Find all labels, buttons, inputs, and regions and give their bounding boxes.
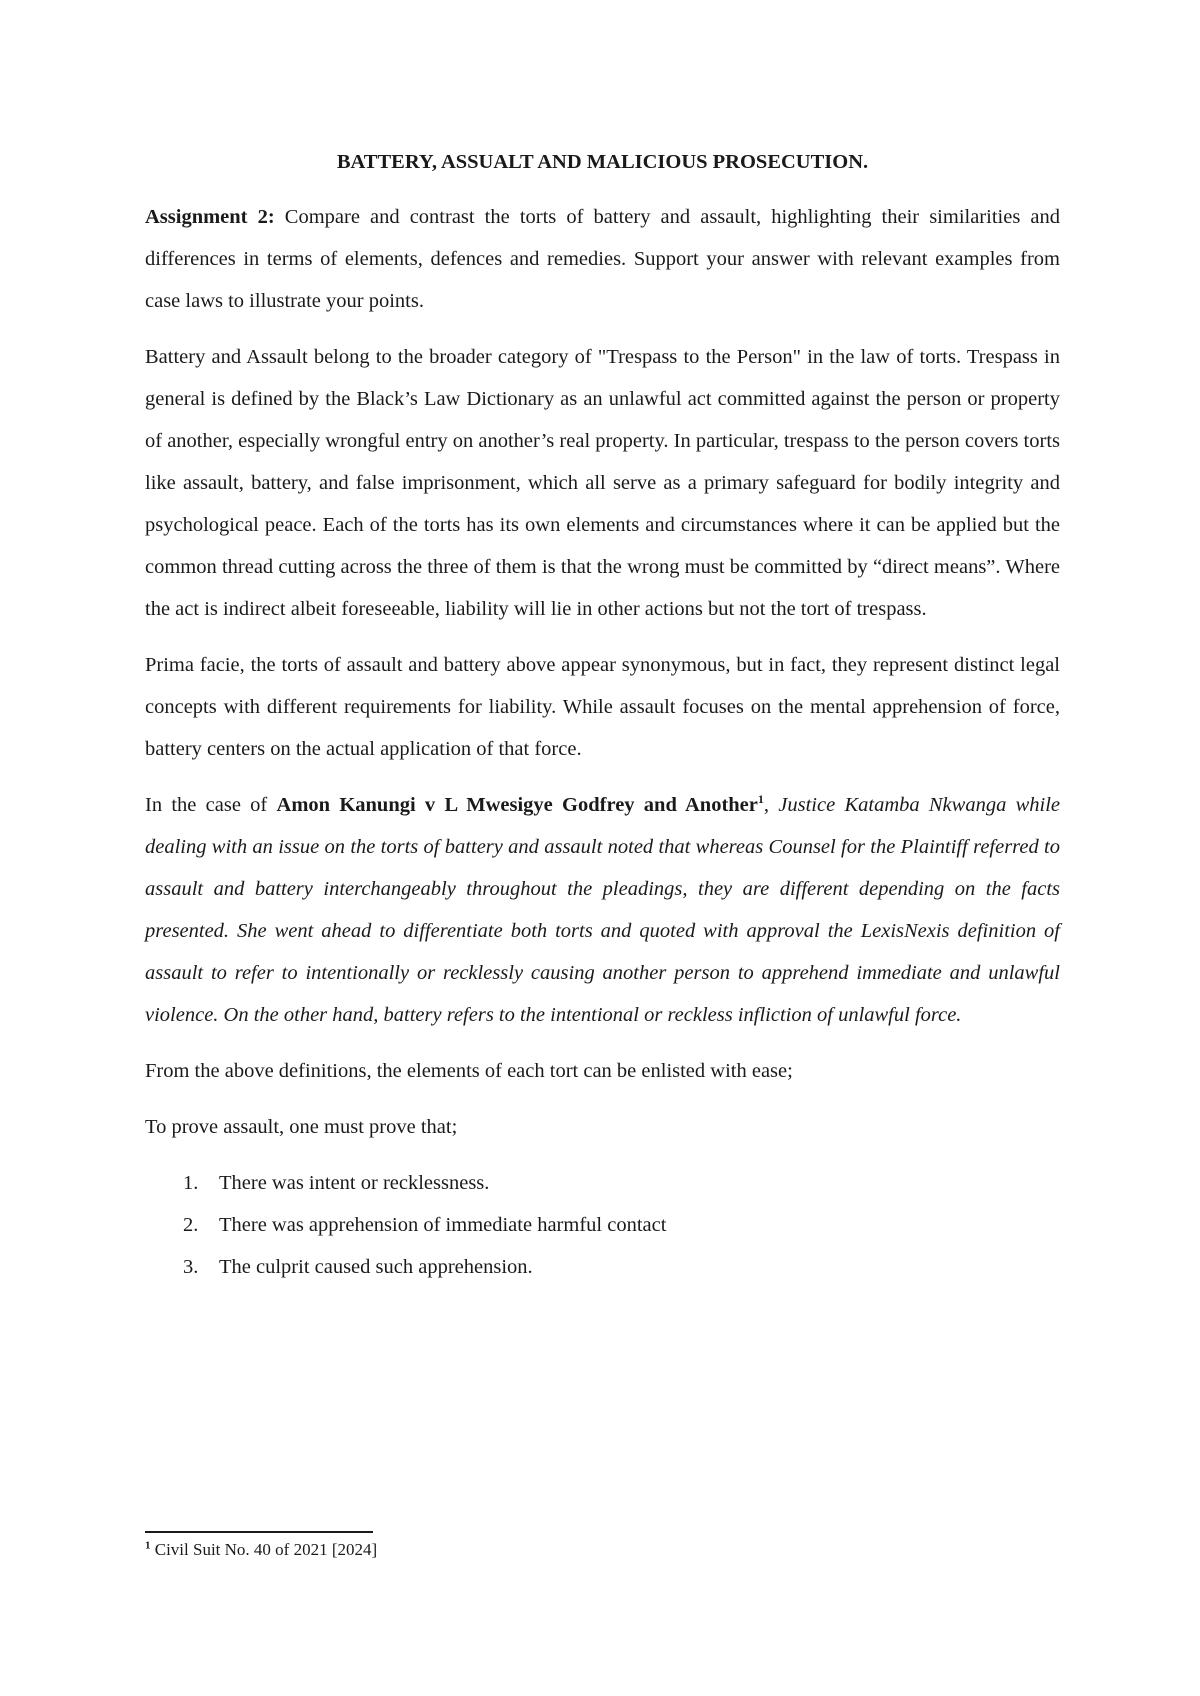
case-comma: , xyxy=(763,794,779,816)
list-item xyxy=(145,1246,1060,1288)
prima-facie-paragraph: Prima facie, the torts of assault and battery above appear synonymous, but in fact, they represent distinct legal concepts with different requirements for liability. While assault focuses on the mental apprehension of force, battery centers on the actual application of that force. xyxy=(145,654,1060,760)
list-item-number: 2. xyxy=(183,1214,199,1236)
assignment-text: Compare and contrast the torts of battery and assault, highlighting their similarities and differences in terms of elements, defences and remedies. Support your answer with relevant examples from case laws to illustrate your points. xyxy=(145,206,1060,312)
footnote xyxy=(145,1538,377,1562)
case-name: Amon Kanungi v L Mwesigye Godfrey and Another xyxy=(276,794,758,816)
assault-proof-paragraph: To prove assault, one must prove that; xyxy=(145,1116,458,1138)
list-item-number: 3. xyxy=(183,1256,199,1278)
assault-elements-list xyxy=(145,1162,1060,1288)
list-item xyxy=(145,1162,1060,1204)
trespass-paragraph: Battery and Assault belong to the broader category of "Trespass to the Person" in the law of torts. Trespass in general is defined by the Black’s Law Dictionary as an unlawful act committed against the person or property of another, especially wrongful entry on another’s real property. In particular, trespass to the person covers torts like assault, battery, and false imprisonment, which all serve as a primary safeguard for bodily integrity and psychological peace. Each of the torts has its own elements and circumstances where it can be applied but the common thread cutting across the three of them is that the wrong must be committed by “direct means”. Where the act is indirect albeit foreseeable, liability will lie in other actions but not the tort of trespass. xyxy=(145,346,1060,620)
list-item xyxy=(145,1204,1060,1246)
list-item-text: There was apprehension of immediate harmful contact xyxy=(219,1214,667,1236)
case-intro: In the case of xyxy=(145,794,277,816)
footnote-divider xyxy=(145,1531,373,1533)
footnote-number: 1 xyxy=(145,1539,151,1552)
page-title: BATTERY, ASSUALT AND MALICIOUS PROSECUTION. xyxy=(336,151,869,173)
assignment-label: Assignment 2: xyxy=(145,206,275,228)
list-item-text: There was intent or recklessness. xyxy=(219,1172,490,1194)
list-item-number: 1. xyxy=(183,1172,199,1194)
case-quote: Justice Katamba Nkwanga while dealing with an issue on the torts of battery and assault noted that whereas Counsel for the Plaintiff referred to assault and battery interchangeably throughout the pleadings, they are different depending on the facts presented. She went ahead to differentiate both torts and quoted with approval the LexisNexis definition of assault to refer to intentionally or recklessly causing another person to apprehend immediate and unlawful violence. On the other hand, battery refers to the intentional or reckless infliction of unlawful force. xyxy=(145,794,1061,1026)
list-item-text: The culprit caused such apprehension. xyxy=(219,1256,533,1278)
definitions-paragraph: From the above definitions, the elements of each tort can be enlisted with ease; xyxy=(145,1060,793,1082)
footnote-text: Civil Suit No. 40 of 2021 [2024] xyxy=(150,1540,378,1559)
footnote-reference: 1 xyxy=(757,792,764,807)
document-body xyxy=(145,148,1060,1288)
case-paragraph xyxy=(145,784,1060,1036)
assignment-paragraph xyxy=(145,196,1060,322)
